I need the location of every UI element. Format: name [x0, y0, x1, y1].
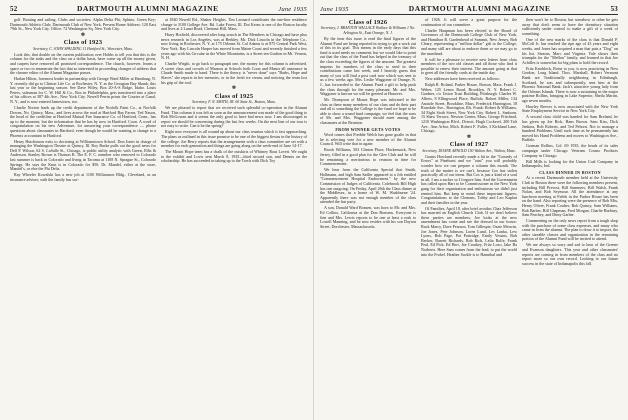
- class-secretary: Secretary, C. JOHN SPALDING 11 Hartford St., Worcester, Mass.: [33, 46, 133, 51]
- paragraph: Commenting on the only news report from a tough shop with the purchase of some class expenses, and many who came in from the alumni. The plan to draw it to import, the other sizeable classes and organization in the remaining portion of the Alumni Fund will be invited to attend.: [522, 218, 618, 242]
- paragraph: then won't be to Boston, but somehow or other he gets away that don't seem to have the dormitory situation sufficiently under control to make a gift of a week of something.: [522, 18, 618, 36]
- left-columns: [10, 18, 307, 420]
- class-heading: Class of 1927: [449, 141, 489, 149]
- paragraph: We are always so sorry and sad to hear of the Greene and Evanson daughters. This year and other classmates' reports are coming in from members of the class and no report more so our own record. Looking to our future success in the state of Indianapolis this fall.: [522, 242, 618, 266]
- text-column: [320, 18, 416, 420]
- paragraph: Charlie Wright, to go back to paragraph one, the money for this column is advertised. A sweet class and crowds of Manoos at Schools both Coon and Manor all announce in Claude Smith made to hand. There is the theory, is "never done" says "Barbs, Hope and Slaves" she reports in her memoirs, or in the fresh ice cream, and noticing the team lost his grip of the roof.: [161, 61, 307, 85]
- paragraph: By the time this issue is read the final figures of the Alumni Fund are being reported in trying to get a work out of this in its goal. This means in the early days that this fund is used needs no comment, but we would like to point out that the class of the Fund has helped in the treasury of the class exceeding the figures of the amount. The greatest impetus for numbers of the class to send in their contributions came last week, and I heartily guess that many of you will find a post card now which was sent to us a few weeks ago. Mrs. Leslie Waggoner of Orange, N. J., has forwarded to the Alumni Fund a gift to help push the class through for the many pleasant. Mr. and Mrs. Waggoner is known we will be greeted at Hanover.: [320, 35, 416, 97]
- paragraph: Grants Howland recently made a hit in the "Comedy of Errors" at Pinehurst and we "oust" you will probably wonder how we can prepare a column this month. The truth of the matter is we can't, because Cos has stolen practically all of our items. But Cos is just a kind of a soul in all, I am a sucker so I forgave him. And the Government has called upon Hart to be Commissioner in the New York gang for their organization and enthusiasm we didn't just remind him. But keep in mind these important figures; Congratulations to the Clemans, Tobby and Leo Kaplan and their families in the year.: [421, 153, 517, 205]
- text-column: [161, 18, 307, 420]
- paragraph: Right now everyone is all wound up about our class reunion which is fast approaching. The plans as outlined in this issue promise to be one of the biggest fiestas in the history of the college. Joe Berry reports that the arrangements with a class committee are set with a member for each generation and things are going along on the week-end of June 14-17.: [161, 129, 307, 149]
- class-secretary: Secretary, F. N. SMITH, JR. 60 State St., Boston, Mass.: [192, 99, 276, 104]
- right-running-title: DARTMOUTH ALUMNI MAGAZINE: [408, 4, 551, 13]
- paragraph: Ralph R. Roland, Parker House, Boston, Mass. Frank J. Weber, 125 Lenox Road, Brooklyn, N. Y. Robert C. Gardner, c/o Union Trust Building, Pittsburgh. Charles W. Albers, 8 Ellingwood Place, Buffalo. Robert Miller, 134 Anatole Street, Brookline, Mass. Frederick Harrington, 18 Rosedale Ave., Barrington, Ills. Frank: Robert & Williams, 34 Eight Sixth Street, New York City. Robert L. Sanborn, 15 Shaw Terrace, Newton Center, Mass. George Pritchard, 1210 Washington Blvd., Detroit. Hugh Cockerel, 200 Taft Ave., Ann Arbor, Mich. Robert F. Fuller, 3 Kirkland Lane, Chicago.: [421, 82, 517, 134]
- right-running-date: June 1935: [320, 6, 349, 13]
- left-page-number: 52: [10, 5, 18, 13]
- left-running-title: DARTMOUTH ALUMNI MAGAZINE: [76, 4, 219, 13]
- paragraph: Ray Wheeler Kowalski has a new job at 1100 Williamson Bldg., Cleveland, as an insurance adviser, with the family has suc-: [10, 172, 156, 182]
- class-heading: Class of 1925: [214, 92, 254, 100]
- right-columns: [320, 18, 618, 420]
- section-subhead: FROM WINNER GETS VOTES: [335, 126, 401, 132]
- paragraph: One of the new marks of the class is that Donald P. McColl Jr. has reached the ripe age of 43 years and eight weeks, and Jones has acquired a man that puts a "Dog" on his list. Stearns, Marc and Virginia. Yale shows their triumphs for the "Mellon" family, and learned in that Joe Achilles is somewhat for big plans to hold the record.: [522, 36, 618, 65]
- paragraph: We are pleased to report that we received such splendid co-operation in the Alumni Fund. This column it was felt as soon as the announcement was made of the good thing to Bob McGowan and it seems the only good to have bad news now. I am discouraged to report we should be concerning during the last few weeks. On the next line of our tour is not easy to write. Can it be the spring?: [161, 105, 307, 129]
- left-running-date: June 1935: [278, 6, 307, 13]
- right-running-head: [320, 4, 618, 15]
- paragraph: A second class child was handed for Sam Breland, he has given up Joe Rick, Hans Brown. Sam Kiss, Dick Jenkins, Bob Roberts, and Ted Pehorn. Not to manage a hundred Problems. Until such time as he permanently has moved his Hand Problems and moves to Washington Ave., Buffalo.: [522, 114, 618, 143]
- paragraph: of 1926. It will serve a great purpose for the continuation of our committee.: [421, 18, 517, 27]
- left-running-head: [10, 4, 307, 15]
- paragraph: We hear from the California Special that Smith, Hollmann, and high Sam Sadler appeared to a Job entitled "Commencement Hospital Endowment." by the new Commission of Judges of California. Colebrook Bill High has one outgoing. On Friday, April 26th the Class dinner at the Middlesex, in a home of W. M. Washburne '24. Apparently there was not enough member of the class attended the last party.: [320, 167, 416, 205]
- paragraph: It will be a pleasure to receive new letters from class members of the two old classes and all those who find it possible to renew their interest. The amount going at that to greet all the friendly cards at the inside day.: [421, 56, 517, 76]
- paragraph: Gorman Rollins, Col. 69 1935, the heads of its sales campaign under Chicago Veterans Cosmo Products Company in Chicago.: [522, 143, 618, 158]
- text-column: [421, 18, 517, 420]
- paragraph: Mr. Thompson of Mount Hope was informed to the class as these many members of our class and do their part and all is something the College is the fund we hope to be able to show a sound fund campaign, we feel that the sons of Mr. and Mrs. Waggoner should meet among the classmates at the Reunion.: [320, 97, 416, 126]
- paragraph: Charlie Norton leads up the credit department of the Norfolk Paint Co., at Norfolk Downs, No. Quincy, Mass., and lives across the road at Hartford Bay Farms. Ted Nason, the head of the creditline at Hartford Mutual Fire Insurance Co. of Hartford, Conn., has up to the moment, but the information that he has by now in Hartford. Coon. A word of congratulation on his new Adventure, for answering your correspondence — phone questions about classmates in Hartford, even though he would be wanting to change to a Phoenix accountant in Hartford.: [10, 105, 156, 138]
- text-column: [10, 18, 156, 420]
- right-page: [314, 0, 628, 420]
- paragraph: Charlie Haupman has been elected to the Board of Governors of the Dartmouth College Club of New York, and Hamilton R. Gardenhead of Summit, New Jersey, Bob Cleary, representing a "million dollar" gift to the College, and many still are about to endorse them so we may go to the masthead.: [421, 27, 517, 56]
- class-heading: Class of 1923: [63, 39, 103, 47]
- paragraph: Bill Mills is looking for the Union Coal Company in Indianapolis, Ind.: [522, 158, 618, 169]
- paragraph: Fritz Knoblock, Boise to you, is now practicing in New Gordon, Long Island. Thos. Marshall, Robert Vermont Bank are Traditionally neighboring in Edinburgh, Scotland, he was and subsequently, sent him at the Phoenix National Bank. Jack's attractive young lady from the Orleans Islands. There is now a sustaining in the major pastime Rollins, bringing in Lake Superior, Sheila Martin, ago seven months.: [522, 65, 618, 103]
- ornament-icon: ✽: [466, 134, 472, 140]
- right-page-number: 53: [610, 5, 618, 13]
- class-secretary: Secretary, J. BRANTON WALLACE Wallace & Williams 1 No. Arlington St., East Orange, N. J.: [320, 26, 416, 35]
- paragraph: Henry Hutchinson exits to doctoring at Williamstown School. Don Jones in charge of managing the Washington Theatre at Quincy, Ill. Roy Burke pulls out the good news for Dell P. Wilson, 62 S. LaSalle St., Chicago, is public utility analytic with Green, Ellis & Anderson. Stanley Brown is Thomas B. The E. F. C. member who removed to Colorado last summer is back in Colorado and living in Tacoma at 1108 N. Sprague St., Colorado Springs. He says the Knut is in Colorado for $50. Dr. Mandel, either at the store, Mandel's, or else the Phi Delts.: [10, 138, 156, 172]
- paragraph: New addresses have been received as follows:: [425, 76, 500, 82]
- paragraph: Harlan Hilton, foremost leader in partnership with George Ward Miller at Hamburg, N. Y. recently did go to Clinton Life Co. at Rochester, N. Y. as the Georgian Bay Skunk, this last year or the beginning season. See Dave Wiley, Box 20-A-S Ridge, Idaho. Louis Peters, salesman for C. W. Hill & Co., Box in Philadelphia, gets transferred into a place of his offices at 387 4th Ave., New York City. Newell Perrin prints the Courier at Canal, N. Y., and is now entered Jamestown, too.: [10, 76, 156, 105]
- paragraph: Hawley Brewer is now associated with the New York State Employment Service in New York City.: [522, 103, 618, 114]
- ornament-icon: ✽: [80, 32, 86, 38]
- paragraph: A son, Donald Ward Bonsen, was born to Mr. and Mrs. Ed Collins, California at the Don Bonsens. Everyone is fine and Mrs. Lewis reports to be one at least a rush to Lowell Manning, and he now resides with his son Dayton Street, Dorchester, Massachusetts.: [320, 205, 416, 229]
- paragraph: Look this, that double on the current publication over Hobbs to tell you that this is the column for the sinks and the class on a dollar basis, have come up all the money given, and carpets have removed all promised correspondence. The church, however, learns a space or two to enumerate the fact that so interested in proceeding changes of address that the chrome editor of the Alumni Magazine passes.: [10, 51, 156, 76]
- paragraph: Of Families, April 18, after brief avoidus Chaz Jefferson has married an English Church Club. If we don't believe these parties are members, Joe looks at the new amendment has come and see the dressed in our honor: Buck Marcy, Dave Pearson, Tom Gillespie, Ozzie Merwin, Joe Jones, Pete Johnson, Loren Lund, Les Lanka, Lew Lyons, Bob Page, Pat Partridge, Emily Vessim, Bob Becker, Barrett Richards, Bob Rich, Lelia Rolfe, Frank Peal, Ed Pick, Ed Bert, Joe Cronkey, Fritz Lozo, Jake Ba Norberts. Here Sam comes from the lead, to put the world into the Frobel. Heather Sackle is to Hannibal and: [421, 205, 517, 257]
- paragraph: Harry Hotfield, discovered after long search in The Members in Chicago and have plus news research in Los Angeles, was at Berkley. Mr. Dick Lincoln in the Telephone Co., now living in Rochester, N. Y. at 175 Orleans St. Cal Adams is at 875 Central Park West, New York. Ray Lincoln Harper has moved from Maine Coast and recently finished a few years ago with his Circular in the White Mountains, is a Street ten Grafton in Mt. Vernon, N. H.: [161, 32, 307, 61]
- paragraph: golf. Boating and sailing. Clubs and societies: Alpha Delta Phi; Sphinx; Green Key; Dartmouth Athletic Club; Dartmouth Club of New York. Present Home Address: 120 East 79th St., New York City. Office: 72 Washington Sq. New York City.: [10, 18, 156, 32]
- ornament-icon: ✽: [231, 86, 237, 92]
- paragraph: Word comes that Freddie Welch has gone goalie in that he is selecting vote for a new member of the Alumni Council. Will write that in again:: [320, 132, 416, 147]
- paragraph: at 1840 Newell Rd., Shaker Heights. Tim Leonard contributes the one-line residence change to 3100 Gollege Ave. Rd. Lake Forest, Ill. Dot Kerns is one of the Boston faculty and lives at 2 Lanai Road, Chestnut Hill, Mass.: [161, 18, 307, 32]
- paragraph: At a recent Dartmouth member held at the University Club in Boston there were the following members present, including Bill Prevost, Bill Summers, Bill Walsh, Frank Nolan, and Bob Seymour. All the attendance at any luncheon meeting at Fields in the Parker House has been on the hand. Also reporting were the presence of Bob Mix, Henry Oliver, Frank Coulter, Bob Quincy, Sam Williams, Bob Barber, Bill Chapman, Fred Morgan, Charlie Burbury, Sam Peachey, and Dimy Garber.: [522, 175, 618, 218]
- paragraph: The Mount Hope team has a chalk of the outskirts of Whitney Rout Lovett. We ought to the exhibit and Lovis sent March 8, 1935—third second son, and Dennis on the scholarship. He has succeeded in taking up to the Torch with Dick Toy: [161, 149, 307, 164]
- paragraph: Brook Williams, 503 Clinton Place, Hackensack, New Jersey, filled in a good plan for the Glee Club and he will be remaining a meritorious to reunion in time for Commencement.: [320, 147, 416, 167]
- class-secretary: Secretary, DOANE ARNOLD 150 Walton Ave., Walton, Mass.: [422, 148, 516, 153]
- section-subhead: CLASS DINNER IN BOSTON: [539, 169, 601, 175]
- class-heading: Class of 1926: [348, 19, 388, 26]
- text-column: [522, 18, 618, 420]
